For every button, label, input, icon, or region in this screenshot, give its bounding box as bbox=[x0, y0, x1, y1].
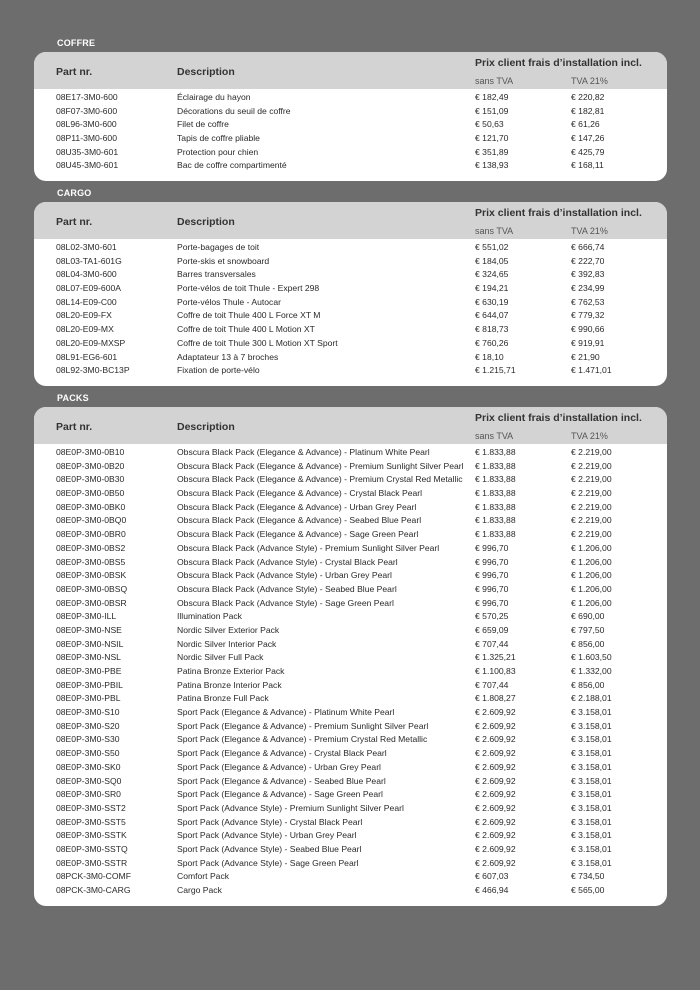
description: Patina Bronze Exterior Pack bbox=[177, 666, 285, 676]
table-coffre bbox=[34, 52, 667, 181]
table-row bbox=[34, 132, 667, 146]
table-row bbox=[34, 829, 667, 843]
price-ht: € 1.215,71 bbox=[475, 365, 516, 376]
part-number: 08E0P-3M0-PBE bbox=[56, 666, 122, 676]
description: Porte-skis et snowboard bbox=[177, 255, 270, 266]
price-ht: € 2.609,92 bbox=[475, 707, 516, 718]
description: Décorations du seuil de coffre bbox=[177, 105, 291, 116]
price-ttc: € 2.219,00 bbox=[571, 501, 612, 512]
header-ttc: TVA 21% bbox=[571, 76, 608, 86]
price-ht: € 2.609,92 bbox=[475, 857, 516, 868]
table-header bbox=[34, 202, 667, 239]
table-row bbox=[34, 556, 667, 570]
price-ht: € 996,70 bbox=[475, 556, 509, 567]
table-row bbox=[34, 857, 667, 871]
price-ht: € 184,05 bbox=[475, 255, 509, 266]
part-number: 08L20-E09-MX bbox=[56, 324, 114, 335]
price-ttc: € 919,91 bbox=[571, 337, 605, 348]
table-row bbox=[34, 692, 667, 706]
table-row bbox=[34, 706, 667, 720]
description: Nordic Silver Full Pack bbox=[177, 652, 264, 663]
table-row bbox=[34, 255, 667, 269]
description: Obscura Black Pack (Advance Style) - Seabed Blue Pearl bbox=[177, 583, 397, 594]
price-ttc: € 690,00 bbox=[571, 611, 605, 622]
table-row bbox=[34, 870, 667, 884]
table-row bbox=[34, 351, 667, 365]
part-number: 08E0P-3M0-0BSR bbox=[56, 597, 127, 608]
price-ttc: € 21,90 bbox=[571, 351, 600, 362]
table-row bbox=[34, 159, 667, 173]
price-ht: € 1.833,88 bbox=[475, 501, 516, 512]
description: Obscura Black Pack (Advance Style) - Premium Sunlight Silver Pearl bbox=[177, 542, 440, 553]
price-ht: € 50,63 bbox=[475, 119, 504, 130]
price-ttc: € 1.206,00 bbox=[571, 597, 612, 608]
description: Sport Pack (Elegance & Advance) - Seabed Blue Pearl bbox=[177, 775, 386, 786]
price-ttc: € 1.332,00 bbox=[571, 666, 612, 676]
description: Comfort Pack bbox=[177, 871, 230, 882]
description: Sport Pack (Advance Style) - Sage Green Pearl bbox=[177, 857, 359, 868]
part-number: 08E0P-3M0-0BK0 bbox=[56, 501, 126, 512]
header-part: Part nr. bbox=[56, 421, 93, 433]
price-ht: € 324,65 bbox=[475, 269, 509, 280]
price-ht: € 1.833,88 bbox=[475, 474, 516, 485]
price-ht: € 1.325,21 bbox=[475, 652, 516, 663]
table-row bbox=[34, 679, 667, 693]
description: Obscura Black Pack (Elegance & Advance) - Platinum White Pearl bbox=[177, 447, 430, 457]
description: Tapis de coffre pliable bbox=[177, 133, 260, 144]
price-ht: € 2.609,92 bbox=[475, 748, 516, 759]
description: Patina Bronze Full Pack bbox=[177, 693, 269, 704]
price-ht: € 996,70 bbox=[475, 597, 509, 608]
price-ttc: € 1.206,00 bbox=[571, 556, 612, 567]
price-ht: € 1.833,88 bbox=[475, 529, 516, 540]
description: Obscura Black Pack (Elegance & Advance) - Urban Grey Pearl bbox=[177, 501, 417, 512]
description: Obscura Black Pack (Elegance & Advance) - Seabed Blue Pearl bbox=[177, 515, 422, 526]
part-number: 08E0P-3M0-ILL bbox=[56, 611, 117, 622]
table-row bbox=[34, 296, 667, 310]
price-ttc: € 565,00 bbox=[571, 885, 605, 895]
price-ht: € 551,02 bbox=[475, 242, 509, 252]
table-row bbox=[34, 268, 667, 282]
table-row bbox=[34, 788, 667, 802]
price-ht: € 996,70 bbox=[475, 542, 509, 553]
price-ttc: € 2.219,00 bbox=[571, 529, 612, 540]
description: Porte-bagages de toit bbox=[177, 242, 260, 252]
price-ht: € 2.609,92 bbox=[475, 761, 516, 772]
header-ht: sans TVA bbox=[475, 431, 514, 441]
table-cargo bbox=[34, 202, 667, 386]
table-row bbox=[34, 597, 667, 611]
part-number: 08E0P-3M0-SST5 bbox=[56, 816, 126, 827]
description: Sport Pack (Advance Style) - Urban Grey Pearl bbox=[177, 830, 357, 841]
price-ht: € 2.609,92 bbox=[475, 775, 516, 786]
price-ht: € 1.808,27 bbox=[475, 693, 516, 704]
part-number: 08U35-3M0-601 bbox=[56, 146, 119, 157]
table-header bbox=[34, 407, 667, 444]
price-ttc: € 220,82 bbox=[571, 92, 605, 102]
table-row bbox=[34, 514, 667, 528]
table-packs bbox=[34, 407, 667, 906]
price-ht: € 996,70 bbox=[475, 570, 509, 581]
part-number: 08U45-3M0-601 bbox=[56, 160, 119, 171]
table-row bbox=[34, 638, 667, 652]
table-row bbox=[34, 720, 667, 734]
price-ttc: € 3.158,01 bbox=[571, 775, 612, 786]
part-number: 08E0P-3M0-0B30 bbox=[56, 474, 125, 485]
price-ttc: € 3.158,01 bbox=[571, 816, 612, 827]
table-body bbox=[34, 444, 667, 906]
description: Obscura Black Pack (Elegance & Advance) - Premium Crystal Red Metallic bbox=[177, 474, 463, 485]
price-ht: € 1.100,83 bbox=[475, 666, 516, 676]
part-number: 08L20-E09-MXSP bbox=[56, 337, 126, 348]
part-number: 08L04-3M0-600 bbox=[56, 269, 117, 280]
description: Sport Pack (Elegance & Advance) - Sage Green Pearl bbox=[177, 789, 383, 800]
price-ht: € 2.609,92 bbox=[475, 843, 516, 854]
price-ttc: € 856,00 bbox=[571, 638, 605, 649]
description: Obscura Black Pack (Advance Style) - Sage Green Pearl bbox=[177, 597, 394, 608]
part-number: 08E0P-3M0-0B50 bbox=[56, 488, 125, 499]
description: Fixation de porte-vélo bbox=[177, 365, 260, 376]
part-number: 08E0P-3M0-0BQ0 bbox=[56, 515, 127, 526]
price-ht: € 138,93 bbox=[475, 160, 509, 171]
price-ht: € 351,89 bbox=[475, 146, 509, 157]
price-ht: € 2.609,92 bbox=[475, 734, 516, 745]
part-number: 08E0P-3M0-0BR0 bbox=[56, 529, 126, 540]
price-ttc: € 3.158,01 bbox=[571, 734, 612, 745]
table-row bbox=[34, 733, 667, 747]
description: Sport Pack (Elegance & Advance) - Crystal Black Pearl bbox=[177, 748, 387, 759]
part-number: 08E0P-3M0-0B20 bbox=[56, 460, 125, 471]
table-row bbox=[34, 569, 667, 583]
price-ht: € 707,44 bbox=[475, 679, 509, 690]
part-number: 08E0P-3M0-SSTQ bbox=[56, 843, 128, 854]
part-number: 08F07-3M0-600 bbox=[56, 105, 118, 116]
price-ttc: € 1.603,50 bbox=[571, 652, 612, 663]
part-number: 08E0P-3M0-0BS5 bbox=[56, 556, 126, 567]
part-number: 08E0P-3M0-PBL bbox=[56, 693, 121, 704]
description: Bac de coffre compartimenté bbox=[177, 160, 287, 171]
section-title-coffre: COFFRE bbox=[57, 38, 96, 48]
description: Nordic Silver Interior Pack bbox=[177, 638, 277, 649]
table-row bbox=[34, 802, 667, 816]
header-price: Prix client frais d’installation incl. bbox=[475, 412, 642, 424]
price-ttc: € 234,99 bbox=[571, 283, 605, 294]
section-title-cargo: CARGO bbox=[57, 188, 92, 198]
price-ttc: € 779,32 bbox=[571, 310, 605, 321]
part-number: 08E0P-3M0-0BSK bbox=[56, 570, 127, 581]
table-row bbox=[34, 91, 667, 105]
description: Sport Pack (Elegance & Advance) - Platinum White Pearl bbox=[177, 707, 395, 718]
price-ht: € 194,21 bbox=[475, 283, 509, 294]
price-ttc: € 2.219,00 bbox=[571, 474, 612, 485]
part-number: 08E0P-3M0-S50 bbox=[56, 748, 120, 759]
table-row bbox=[34, 337, 667, 351]
table-row bbox=[34, 323, 667, 337]
price-ttc: € 3.158,01 bbox=[571, 802, 612, 813]
table-row bbox=[34, 843, 667, 857]
part-number: 08E0P-3M0-S20 bbox=[56, 720, 120, 731]
table-row bbox=[34, 665, 667, 679]
price-ttc: € 147,26 bbox=[571, 133, 605, 144]
description: Sport Pack (Advance Style) - Seabed Blue Pearl bbox=[177, 843, 362, 854]
part-number: 08E0P-3M0-SSTK bbox=[56, 830, 127, 841]
description: Patina Bronze Interior Pack bbox=[177, 679, 282, 690]
part-number: 08L92-3M0-BC13P bbox=[56, 365, 130, 376]
table-row bbox=[34, 775, 667, 789]
description: Nordic Silver Exterior Pack bbox=[177, 624, 280, 635]
description: Barres transversales bbox=[177, 269, 256, 280]
table-row bbox=[34, 118, 667, 132]
price-ht: € 1.833,88 bbox=[475, 447, 516, 457]
price-ht: € 996,70 bbox=[475, 583, 509, 594]
part-number: 08E0P-3M0-SSTR bbox=[56, 857, 128, 868]
description: Illumination Pack bbox=[177, 611, 242, 622]
header-price: Prix client frais d’installation incl. bbox=[475, 207, 642, 219]
table-row bbox=[34, 364, 667, 378]
table-row bbox=[34, 610, 667, 624]
description: Coffre de toit Thule 300 L Motion XT Sport bbox=[177, 337, 338, 348]
price-ht: € 466,94 bbox=[475, 885, 509, 895]
price-ttc: € 797,50 bbox=[571, 624, 605, 635]
price-ht: € 2.609,92 bbox=[475, 816, 516, 827]
part-number: 08L03-TA1-601G bbox=[56, 255, 122, 266]
table-row bbox=[34, 309, 667, 323]
price-ht: € 121,70 bbox=[475, 133, 509, 144]
price-ttc: € 734,50 bbox=[571, 871, 605, 882]
description: Protection pour chien bbox=[177, 146, 259, 157]
price-ht: € 151,09 bbox=[475, 105, 509, 116]
part-number: 08E0P-3M0-PBIL bbox=[56, 679, 123, 690]
description: Filet de coffre bbox=[177, 119, 229, 130]
table-row bbox=[34, 747, 667, 761]
price-ht: € 607,03 bbox=[475, 871, 509, 882]
table-row bbox=[34, 816, 667, 830]
description: Obscura Black Pack (Elegance & Advance) - Crystal Black Pearl bbox=[177, 488, 423, 499]
price-ht: € 1.833,88 bbox=[475, 460, 516, 471]
part-number: 08E0P-3M0-0B10 bbox=[56, 447, 125, 457]
part-number: 08E0P-3M0-NSIL bbox=[56, 638, 124, 649]
price-ht: € 818,73 bbox=[475, 324, 509, 335]
price-ttc: € 222,70 bbox=[571, 255, 605, 266]
price-ht: € 1.833,88 bbox=[475, 488, 516, 499]
part-number: 08L07-E09-600A bbox=[56, 283, 121, 294]
part-number: 08E0P-3M0-SR0 bbox=[56, 789, 121, 800]
description: Sport Pack (Advance Style) - Crystal Black Pearl bbox=[177, 816, 363, 827]
price-ht: € 2.609,92 bbox=[475, 830, 516, 841]
price-ttc: € 1.206,00 bbox=[571, 583, 612, 594]
price-ht: € 182,49 bbox=[475, 92, 509, 102]
table-row bbox=[34, 241, 667, 255]
price-ttc: € 856,00 bbox=[571, 679, 605, 690]
header-part: Part nr. bbox=[56, 216, 93, 228]
price-ttc: € 3.158,01 bbox=[571, 830, 612, 841]
description: Adaptateur 13 à 7 broches bbox=[177, 351, 279, 362]
description: Porte-vélos Thule - Autocar bbox=[177, 296, 281, 307]
table-row bbox=[34, 583, 667, 597]
price-ht: € 2.609,92 bbox=[475, 789, 516, 800]
price-ht: € 570,25 bbox=[475, 611, 509, 622]
section-title-packs: PACKS bbox=[57, 393, 89, 403]
table-row bbox=[34, 105, 667, 119]
header-description: Description bbox=[177, 216, 235, 228]
price-ttc: € 61,26 bbox=[571, 119, 600, 130]
price-ttc: € 762,53 bbox=[571, 296, 605, 307]
table-row bbox=[34, 624, 667, 638]
price-ttc: € 3.158,01 bbox=[571, 707, 612, 718]
price-ht: € 760,26 bbox=[475, 337, 509, 348]
price-ht: € 1.833,88 bbox=[475, 515, 516, 526]
table-body bbox=[34, 89, 667, 181]
price-ttc: € 2.188,01 bbox=[571, 693, 612, 704]
price-ttc: € 3.158,01 bbox=[571, 857, 612, 868]
header-ttc: TVA 21% bbox=[571, 431, 608, 441]
table-row bbox=[34, 542, 667, 556]
price-ttc: € 2.219,00 bbox=[571, 460, 612, 471]
price-ttc: € 1.206,00 bbox=[571, 542, 612, 553]
part-number: 08E0P-3M0-SQ0 bbox=[56, 775, 122, 786]
price-ttc: € 2.219,00 bbox=[571, 488, 612, 499]
price-ttc: € 3.158,01 bbox=[571, 748, 612, 759]
description: Coffre de toit Thule 400 L Motion XT bbox=[177, 324, 315, 335]
part-number: 08E0P-3M0-NSL bbox=[56, 652, 121, 663]
description: Sport Pack (Elegance & Advance) - Premium Sunlight Silver Pearl bbox=[177, 720, 429, 731]
header-ht: sans TVA bbox=[475, 76, 514, 86]
price-ttc: € 168,11 bbox=[571, 160, 604, 171]
table-row bbox=[34, 146, 667, 160]
part-number: 08L20-E09-FX bbox=[56, 310, 112, 321]
header-part: Part nr. bbox=[56, 66, 93, 78]
price-ttc: € 392,83 bbox=[571, 269, 605, 280]
table-row bbox=[34, 761, 667, 775]
part-number: 08PCK-3M0-COMF bbox=[56, 871, 131, 882]
table-row bbox=[34, 651, 667, 665]
header-description: Description bbox=[177, 421, 235, 433]
part-number: 08E17-3M0-600 bbox=[56, 92, 118, 102]
price-ttc: € 3.158,01 bbox=[571, 843, 612, 854]
part-number: 08E0P-3M0-SST2 bbox=[56, 802, 126, 813]
price-ht: € 18,10 bbox=[475, 351, 504, 362]
price-ttc: € 2.219,00 bbox=[571, 515, 612, 526]
price-ht: € 630,19 bbox=[475, 296, 509, 307]
header-description: Description bbox=[177, 66, 235, 78]
price-ht: € 707,44 bbox=[475, 638, 509, 649]
description: Obscura Black Pack (Elegance & Advance) - Premium Sunlight Silver Pearl bbox=[177, 460, 464, 471]
price-ttc: € 3.158,01 bbox=[571, 720, 612, 731]
price-ht: € 2.609,92 bbox=[475, 720, 516, 731]
description: Sport Pack (Elegance & Advance) - Urban Grey Pearl bbox=[177, 761, 381, 772]
price-ttc: € 1.471,01 bbox=[571, 365, 612, 376]
part-number: 08E0P-3M0-0BS2 bbox=[56, 542, 126, 553]
table-body bbox=[34, 239, 667, 386]
description: Coffre de toit Thule 400 L Force XT M bbox=[177, 310, 321, 321]
part-number: 08E0P-3M0-0BSQ bbox=[56, 583, 128, 594]
price-ht: € 2.609,92 bbox=[475, 802, 516, 813]
price-ttc: € 3.158,01 bbox=[571, 761, 612, 772]
header-ttc: TVA 21% bbox=[571, 226, 608, 236]
part-number: 08E0P-3M0-SK0 bbox=[56, 761, 121, 772]
description: Porte-vélos de toit Thule - Expert 298 bbox=[177, 283, 320, 294]
table-row bbox=[34, 282, 667, 296]
part-number: 08L14-E09-C00 bbox=[56, 296, 117, 307]
price-ttc: € 666,74 bbox=[571, 242, 605, 252]
description: Obscura Black Pack (Advance Style) - Crystal Black Pearl bbox=[177, 556, 398, 567]
description: Sport Pack (Elegance & Advance) - Premium Crystal Red Metallic bbox=[177, 734, 428, 745]
table-row bbox=[34, 487, 667, 501]
part-number: 08E0P-3M0-S10 bbox=[56, 707, 120, 718]
price-ttc: € 182,81 bbox=[571, 105, 605, 116]
part-number: 08E0P-3M0-S30 bbox=[56, 734, 120, 745]
table-row bbox=[34, 446, 667, 460]
table-row bbox=[34, 473, 667, 487]
price-ttc: € 1.206,00 bbox=[571, 570, 612, 581]
price-ttc: € 990,66 bbox=[571, 324, 605, 335]
description: Sport Pack (Advance Style) - Premium Sunlight Silver Pearl bbox=[177, 802, 404, 813]
part-number: 08L91-EG6-601 bbox=[56, 351, 118, 362]
description: Éclairage du hayon bbox=[177, 92, 251, 102]
header-price: Prix client frais d’installation incl. bbox=[475, 57, 642, 69]
part-number: 08PCK-3M0-CARG bbox=[56, 885, 131, 895]
part-number: 08P11-3M0-600 bbox=[56, 133, 117, 144]
table-header bbox=[34, 52, 667, 89]
part-number: 08L96-3M0-600 bbox=[56, 119, 117, 130]
price-ttc: € 2.219,00 bbox=[571, 447, 612, 457]
price-ttc: € 425,79 bbox=[571, 146, 605, 157]
part-number: 08E0P-3M0-NSE bbox=[56, 624, 122, 635]
table-row bbox=[34, 501, 667, 515]
price-ht: € 644,07 bbox=[475, 310, 509, 321]
part-number: 08L02-3M0-601 bbox=[56, 242, 117, 252]
description: Cargo Pack bbox=[177, 885, 222, 895]
description: Obscura Black Pack (Elegance & Advance) - Sage Green Pearl bbox=[177, 529, 419, 540]
description: Obscura Black Pack (Advance Style) - Urban Grey Pearl bbox=[177, 570, 392, 581]
table-row bbox=[34, 884, 667, 898]
table-row bbox=[34, 528, 667, 542]
price-ht: € 659,09 bbox=[475, 624, 509, 635]
header-ht: sans TVA bbox=[475, 226, 514, 236]
table-row bbox=[34, 460, 667, 474]
price-ttc: € 3.158,01 bbox=[571, 789, 612, 800]
